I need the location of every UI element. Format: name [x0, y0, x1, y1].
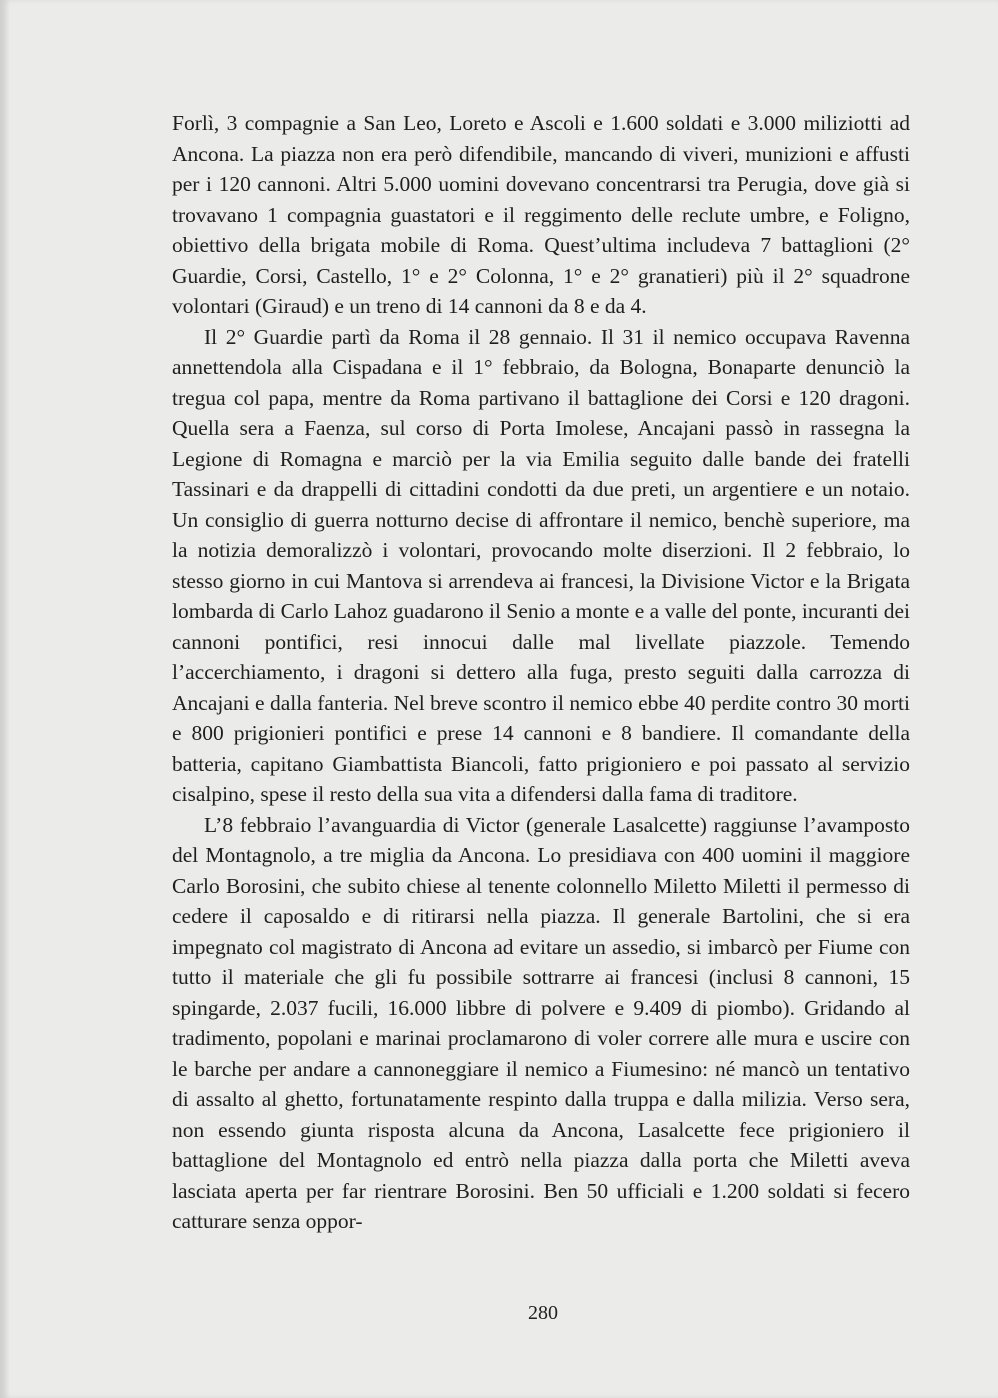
paragraph-3: L’8 febbraio l’avanguardia di Victor (generale Lasalcette) raggiunse l’avamposto del Montagnolo, a tre miglia da Ancona. Lo presidiava con 400 uomini il maggiore Carlo Borosini, che subito chiese al tenente colonnello Miletto Miletti il permesso di cedere il caposaldo e di ritirarsi nella piazza. Il generale Bartolini, che si era impegnato col magistrato di Ancona ad evitare un assedio, si imbarcò per Fiume con tutto il materiale che gli fu possibile sottrarre ai francesi (inclusi 8 cannoni, 15 spingarde, 2.037 fucili, 16.000 libbre di polvere e 9.409 di piombo). Gridando al tradimento, popolani e marinai proclamarono di voler correre alle mura e uscire con le barche per andare a cannoneggiare il nemico a Fiumesino: né mancò un tentativo di assalto al ghetto, fortunatamente respinto dalla truppa e dalla milizia. Verso sera, non essendo giunta risposta alcuna da Ancona, Lasalcette fece prigioniero il battaglione del Montagnolo ed entrò nella piazza dalla porta che Miletti aveva lasciata aperta per far rientrare Borosini. Ben 50 ufficiali e 1.200 soldati si fecero catturare senza oppor-	[172, 812, 910, 1233]
binding-shadow	[0, 0, 10, 1398]
paragraph-1: Forlì, 3 compagnie a San Leo, Loreto e Ascoli e 1.600 soldati e 3.000 miliziotti ad Ancona. La piazza non era però difendibile, mancando di viveri, munizioni e affusti per i 120 cannoni. Altri 5.000 uomini dovevano concentrarsi tra Perugia, dove già si trovavano 1 compagnia guastatori e il reggimento delle reclute umbre, e Foligno, obiettivo della brigata mobile di Roma. Quest’ultima includeva 7 battaglioni (2° Guardie, Corsi, Castello, 1° e 2° Colonna, 1° e 2° granatieri) più il 2° squadrone volontari (Giraud) e un treno di 14 cannoni da 8 e da 4.	[172, 111, 910, 318]
page-number: 280	[528, 1302, 558, 1324]
paragraph-2: Il 2° Guardie partì da Roma il 28 gennaio. Il 31 il nemico occupava Ravenna annettendola alla Cispadana e il 1° febbraio, da Bologna, Bonaparte denunciò la tregua col papa, mentre da Roma partivano il battaglione dei Corsi e 120 dragoni. Quella sera a Faenza, sul corso di Porta Imolese, Ancajani passò in rassegna la Legione di Romagna e marciò per la via Emilia seguito dalle bande dei fratelli Tassinari e da drappelli di cittadini condotti da due preti, un argentiere e un notaio. Un consiglio di guerra notturno decise di affrontare il nemico, benchè superiore, ma la notizia demoralizzò i volontari, provocando molte diserzioni. Il 2 febbraio, lo stesso giorno in cui Mantova si arrendeva ai francesi, la Divisione Victor e la Brigata lombarda di Carlo Lahoz guadarono il Senio a monte e a valle del ponte, incuranti dei cannoni pontifici, resi innocui dalle mal livellate piazzole. Temendo l’accerchiamento, i dragoni si dettero alla fuga, presto seguiti dalla carrozza di Ancajani e dalla fanteria. Nel breve scontro il nemico ebbe 40 perdite contro 30 morti e 800 prigionieri pontifici e prese 14 cannoni e 8 bandiere. Il comandante della batteria, capitano Giambattista Biancoli, fatto prigioniero e poi passato al servizio cisalpino, spese il resto della sua vita a difendersi dalla fama di traditore.	[172, 324, 910, 806]
body-text	[172, 108, 910, 1237]
